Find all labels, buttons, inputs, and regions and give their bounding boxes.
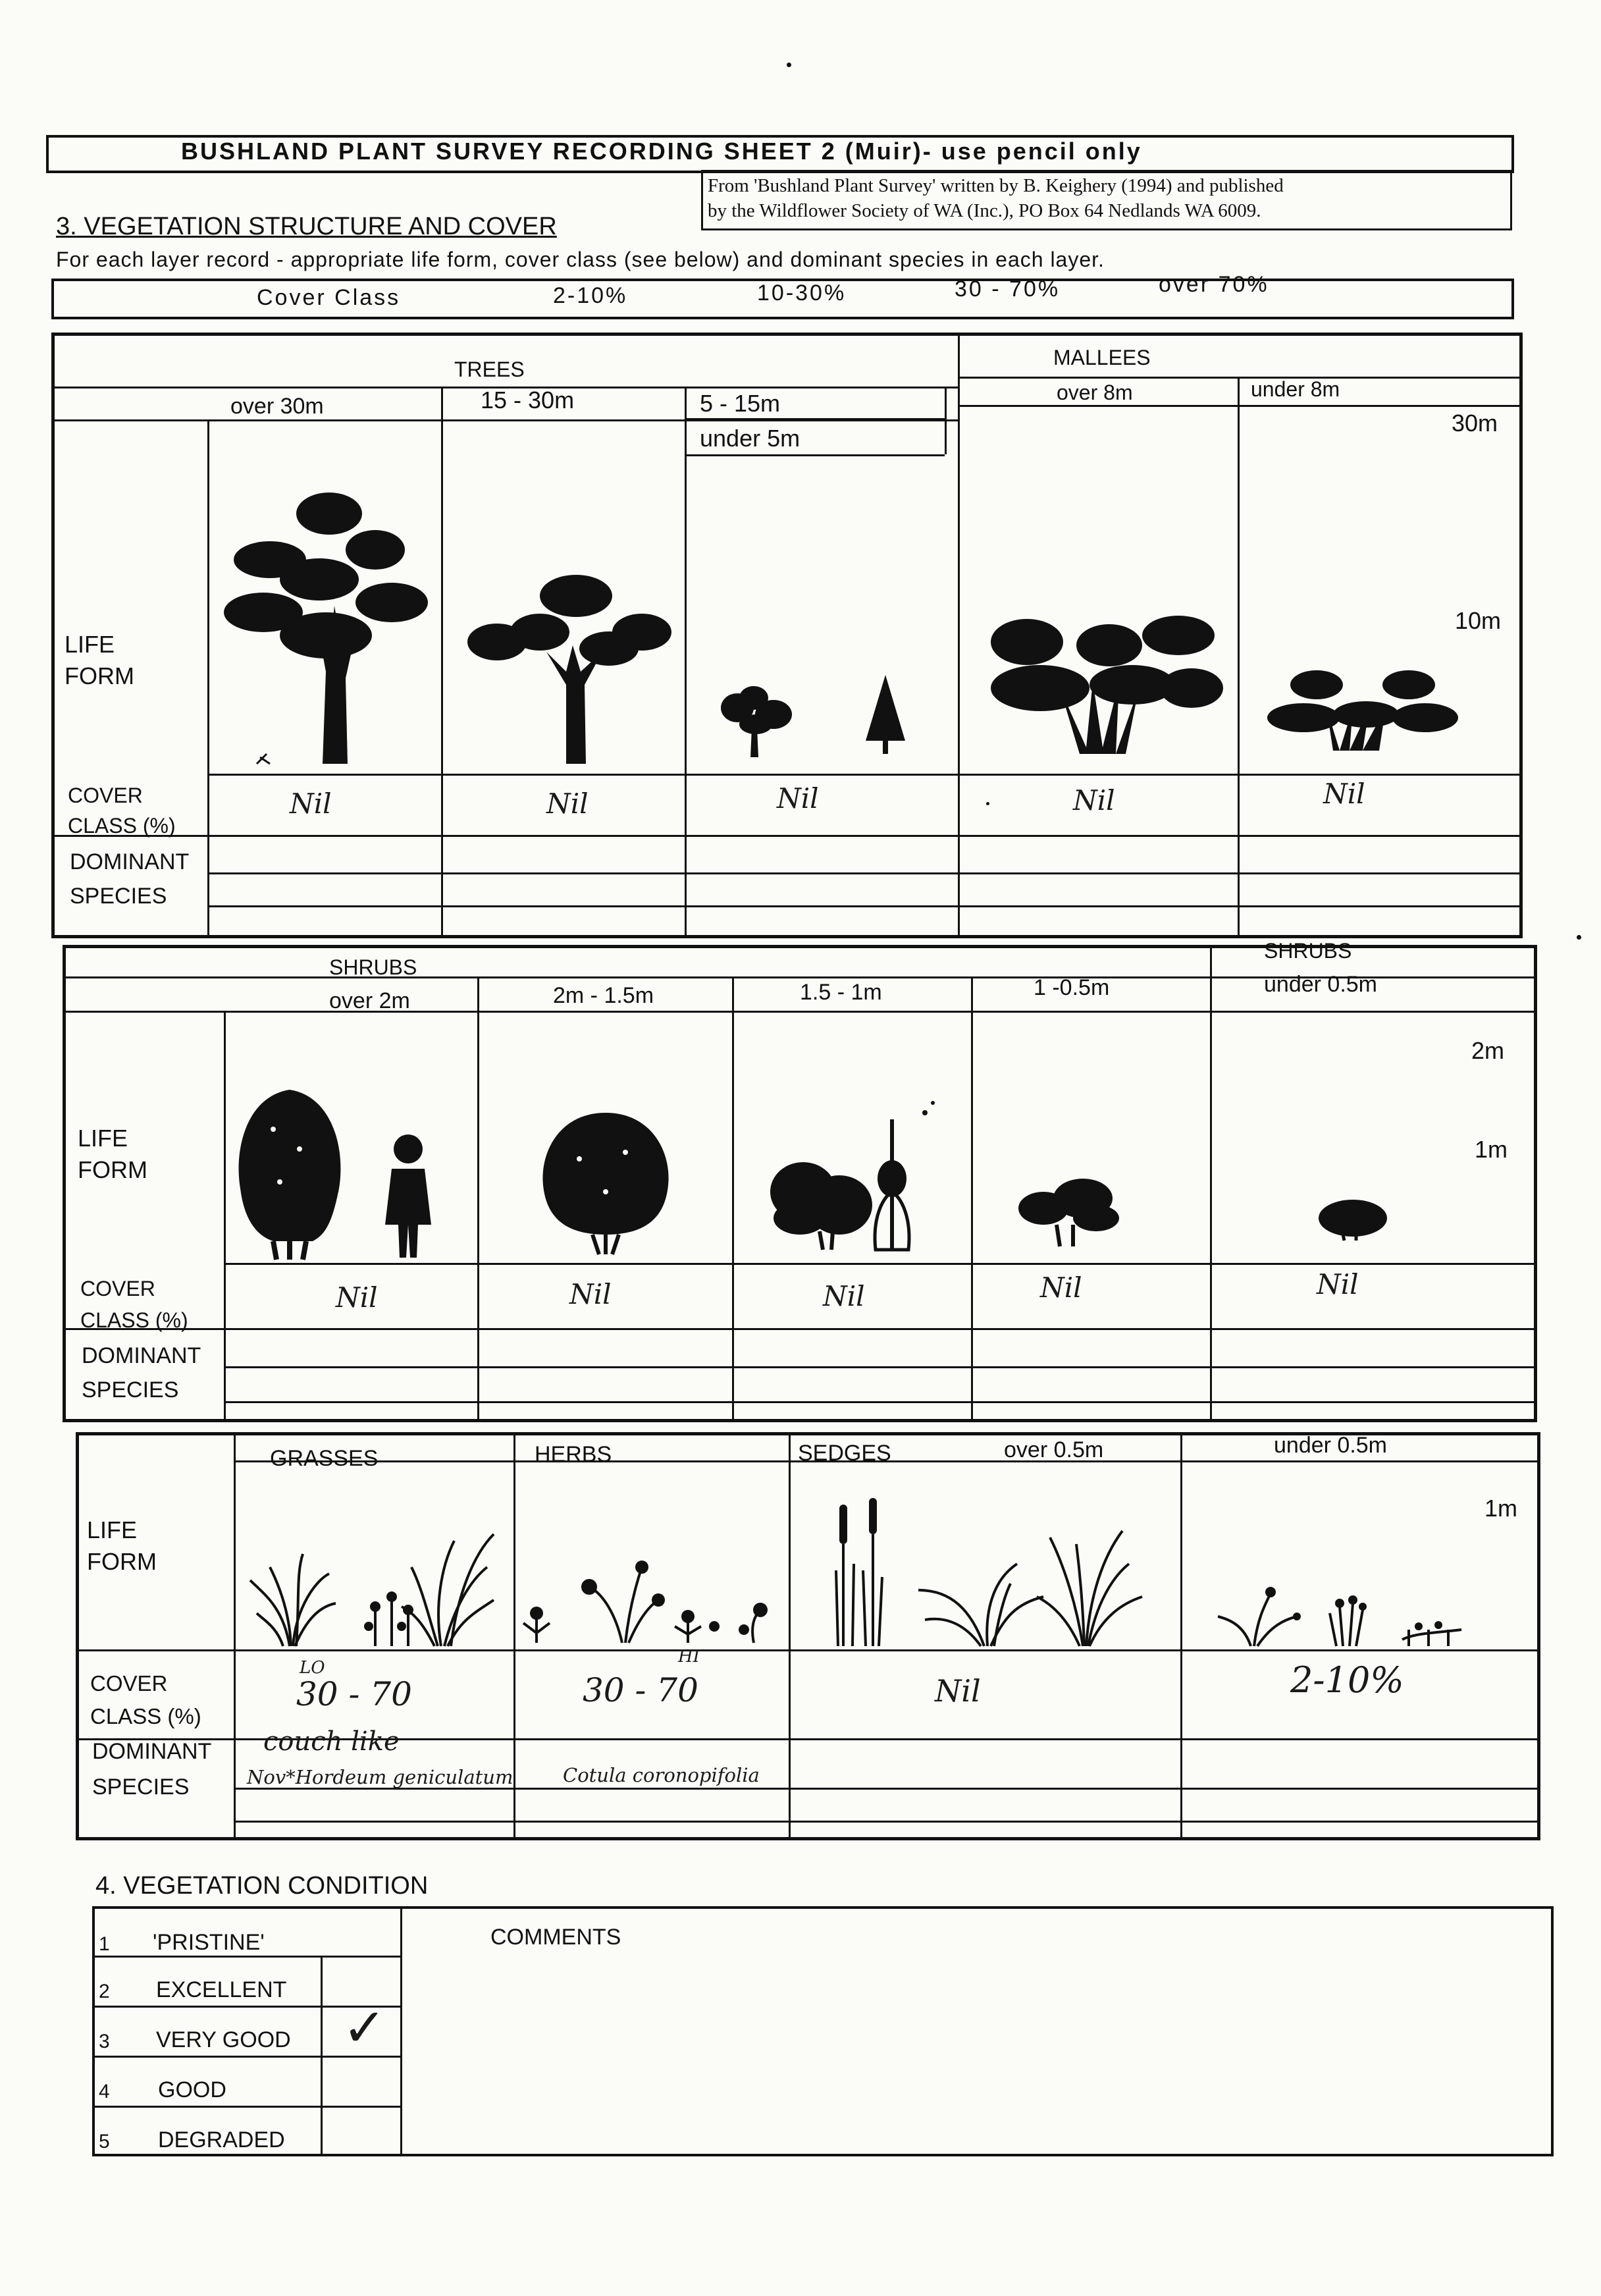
section3-instructions: For each layer record - appropriate life form, cover class (see below) and dominant species in each layer. [56,248,1105,271]
herbs-header: HERBS [535,1442,612,1467]
mallees-col-under8: under 8m [1251,377,1340,401]
cover-class-1: 2-10% [553,283,628,308]
trees-header: TREES [454,358,525,381]
shrubs-col-under0.5m: under 0.5m [1264,972,1377,997]
condition-3-label: VERY GOOD [156,2027,291,2052]
trees-dominant-species-label: DOMINANT SPECIES [70,849,190,909]
shrubs-dominant-species-label: DOMINANT SPECIES [82,1343,201,1402]
ground-life-form-label: LIFE FORM [87,1516,157,1575]
trees-col-5-15: 5 - 15m [700,390,781,417]
person-silhouette-icon [379,1133,438,1261]
grasses-cover-mark: LO [300,1658,325,1678]
mallee-small-icon [1267,668,1458,754]
medium-shrub-icon [540,1113,671,1258]
herbs-cover-mark: HI [678,1647,700,1667]
shrubs-col-over2m: over 2m [329,988,410,1013]
cover-class-2: 10-30% [757,280,847,306]
source-note-line1: From 'Bushland Plant Survey' written by B. Keighery (1994) and published [708,175,1284,196]
sedge-reeds-icon [820,1491,1162,1649]
section3-heading: 3. VEGETATION STRUCTURE AND COVER [56,213,557,240]
scan-dot [1577,935,1581,940]
trees-cover-value-1: Nil [290,788,332,820]
tall-shrub-icon [234,1090,346,1261]
shrubs-cover-class-label: COVER CLASS (%) [80,1277,188,1332]
ground-cover-class-label: COVER CLASS (%) [90,1671,201,1728]
cover-class-4: over 70% [1159,272,1269,297]
source-note-line2: by the Wildflower Society of WA (Inc.), PO Box 64 Nedlands WA 6009. [708,200,1261,221]
tall-tree-icon [217,487,441,770]
scan-dot [787,63,791,67]
shrubs-cover-value-3: Nil [823,1280,865,1312]
sedges-header: SEDGES [798,1441,891,1466]
shrubs-header-right: SHRUBS [1264,939,1352,963]
sedges-over-cover-value: Nil [935,1673,981,1709]
condition-2-number: 2 [99,1981,110,2002]
cover-class-label: Cover Class [257,285,401,310]
trees-life-form-label: LIFE FORM [65,631,134,689]
grasses-dominant-species-1: couch like [263,1726,400,1757]
grasses-header: GRASSES [270,1446,379,1471]
trees-cover-value-2: Nil [546,788,589,820]
shrub-with-flowers-icon [760,1100,945,1251]
sedges-under-cover-value: 2-10% [1290,1659,1404,1701]
shrubs-cover-value-1: Nil [336,1281,378,1314]
shrubs-cover-value-2: Nil [569,1278,612,1310]
ground-height-1m: 1m [1484,1495,1518,1522]
condition-1-number: 1 [99,1933,110,1955]
condition-very-good-checkmark[interactable]: ✓ [342,1997,387,2058]
condition-1-label: 'PRISTINE' [153,1930,265,1955]
condition-4-number: 4 [99,2081,110,2102]
shrubs-height-1m: 1m [1475,1136,1508,1163]
grass-tuft-icon [244,1528,507,1649]
scan-dot [986,802,989,805]
shrubs-height-2m: 2m [1471,1037,1505,1064]
herbs-cover-value: 30 - 70 [583,1671,698,1709]
shrubs-col-1.5-1m: 1.5 - 1m [800,980,882,1005]
trees-col-15-30: 15 - 30m [481,387,575,414]
trees-height-30m: 30m [1452,410,1498,437]
low-sedge-icon [1211,1567,1475,1649]
condition-panel [92,1906,1554,2156]
small-tree-icon [718,681,797,761]
sedges-under-label: under 0.5m [1274,1433,1387,1458]
herb-plant-icon [517,1561,780,1646]
cover-class-3: 30 - 70% [955,277,1061,302]
mallees-header: MALLEES [1053,346,1151,369]
condition-4-label: GOOD [158,2077,226,2102]
low-shrub-icon [1017,1175,1122,1248]
condition-3-number: 3 [99,2031,110,2052]
herbs-dominant-species: Cotula coronopifolia [563,1764,760,1786]
grasses-dominant-species-2: Nov*Hordeum geniculatum [247,1766,513,1788]
condition-5-number: 5 [99,2131,110,2152]
conifer-icon [862,675,908,754]
shrubs-header-left: SHRUBS [329,955,417,979]
grasses-cover-value: 30 - 70 [296,1675,412,1713]
mallees-cover-value-1: Nil [1073,784,1115,816]
sheet-title: BUSHLAND PLANT SURVEY RECORDING SHEET 2 (Muir)- use pencil only [181,138,1142,165]
shrubs-col-1-0.5m: 1 -0.5m [1034,975,1110,1000]
condition-5-label: DEGRADED [158,2127,285,2152]
sedges-over-label: over 0.5m [1004,1437,1104,1462]
mallee-large-icon [987,616,1224,757]
shrubs-col-2-1.5m: 2m - 1.5m [553,983,654,1008]
trees-cover-class-label: COVER CLASS (%) [68,784,176,838]
comments-label: COMMENTS [490,1925,621,1950]
section4-heading: 4. VEGETATION CONDITION [95,1872,429,1900]
shrubs-cover-value-5: Nil [1317,1268,1359,1300]
dwarf-shrub-icon [1317,1198,1389,1241]
shrubs-life-form-label: LIFE FORM [78,1125,147,1183]
trees-height-10m: 10m [1455,607,1502,634]
ground-dominant-species-label: DOMINANT SPECIES [92,1739,212,1800]
mallees-cover-value-2: Nil [1323,778,1365,810]
mallees-col-over8: over 8m [1057,381,1133,404]
trees-cover-value-3: Nil [777,782,819,814]
shrubs-cover-value-4: Nil [1040,1271,1082,1304]
medium-tree-icon [467,573,678,770]
trees-col-under5: under 5m [700,425,800,452]
trees-col-over30: over 30m [230,394,324,419]
condition-2-label: EXCELLENT [156,1977,287,2002]
